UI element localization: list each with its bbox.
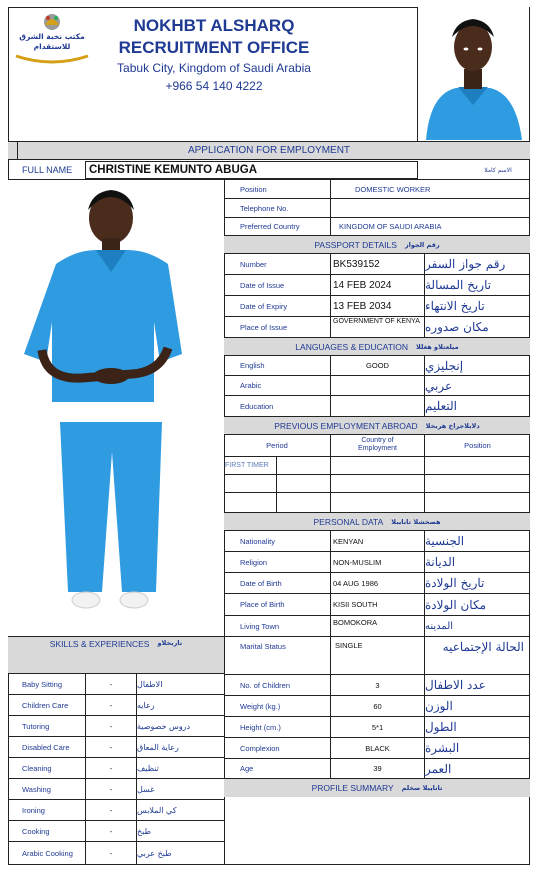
personal-arabic: مكان الولادة [425,597,487,612]
skill-label: Washing [22,784,51,794]
full-body-photo [8,180,224,636]
previous-columns-row [224,435,530,457]
passport-row [224,275,530,296]
previous-header-text: PREVIOUS EMPLOYMENT ABROAD [274,420,418,431]
personal-header-arabic: هصخشلا تانايبلا [391,517,441,526]
personal-label: Marital Status [240,641,286,651]
passport-label: Place of Issue [240,322,288,332]
physical-row [224,675,530,696]
language-label: Arabic [240,381,262,390]
passport-header-arabic: رقم الجواز [404,240,440,249]
skill-label: Disabled Care [22,742,70,752]
skill-arabic: تنظيف [137,763,159,773]
passport-arabic: مكان صدوره [425,320,489,334]
physical-label: Height (cm.) [240,722,281,732]
physical-label: Weight (kg.) [240,701,281,711]
company-block [94,12,334,95]
skill-row [8,716,224,737]
skill-label: Cleaning [22,763,52,773]
personal-row [224,552,530,573]
language-row [224,376,530,396]
prev-cell [276,457,277,474]
logo-text: مكتب نخبة الشرق للاستقدام [19,32,85,51]
portrait-photo-box [417,7,530,141]
physical-row [224,738,530,759]
personal-arabic: الجنسية [425,534,465,548]
logo [12,12,92,64]
skill-label: Children Care [22,700,69,710]
physical-arabic: الطول [425,720,457,734]
physical-row [224,717,530,738]
personal-row [224,637,530,675]
company-address: Tabuk City, Kingdom of Saudi Arabia [117,61,311,75]
skill-arabic: الاطفال [137,679,163,689]
company-name-line1: NOKHBT ALSHARQ [133,16,295,35]
passport-arabic: رقم جواز السفر [425,257,506,271]
prev-cell [330,457,425,474]
passport-row [224,254,530,275]
prev-cell [276,493,277,512]
previous-row [224,493,530,513]
band-left-divider [17,141,18,160]
personal-value: KENYAN [330,531,425,551]
job-row [224,199,530,218]
skill-arabic: رعاية المعاق [137,742,179,752]
language-label: Education [240,401,274,411]
skill-arabic: طبخ [137,826,151,836]
language-arabic: عربي [425,378,453,393]
full-name-arabic: الاسم كاملا [484,166,512,174]
physical-value: 5*1 [330,717,425,737]
previous-header-arabic: دلابلاجراخ هربخلا [425,421,480,430]
personal-value: KISII SOUTH [330,594,425,615]
personal-label: Nationality [240,536,276,546]
skill-value: - [85,800,137,820]
skill-row [8,758,224,779]
first-timer-text: FIRST TIMER [225,462,269,469]
skill-value: - [85,716,137,736]
skill-arabic: دروس خصوصية [137,721,191,731]
skill-arabic: كي الملابس [137,805,177,815]
skills-table [8,674,224,865]
physical-row [224,759,530,779]
skill-value: - [85,674,137,694]
skill-row [8,842,224,865]
personal-value: 04 AUG 1986 [330,573,425,593]
passport-label: Number [240,259,267,269]
job-value-cell: DOMESTIC WORKER [330,180,530,198]
language-value: GOOD [330,356,425,375]
passport-section-header [224,236,530,254]
language-row [224,396,530,417]
skill-value: - [85,779,137,799]
passport-value: GOVERNMENT OF KENYA [330,317,425,337]
skill-row [8,674,224,695]
physical-row [224,696,530,717]
job-label: Position [240,184,267,194]
profile-summary-header [224,779,530,797]
prev-cell [330,493,425,512]
passport-row [224,296,530,317]
passport-value: 14 FEB 2024 [330,275,425,295]
passport-row [224,317,530,338]
passport-value: BK539152 [330,254,425,274]
full-name-value: CHRISTINE KEMUNTO ABUGA [85,161,418,179]
col-position: Position [464,441,491,450]
skill-value: - [85,737,137,757]
skill-row [8,695,224,716]
skill-arabic: غسل [137,784,155,794]
skill-row [8,800,224,821]
language-row [224,356,530,376]
skill-row [8,737,224,758]
language-arabic: إنجليزي [425,358,464,373]
skill-value: - [85,821,137,841]
physical-value: 39 [330,759,425,778]
languages-header-arabic: ميلعتلاو هغللا [416,342,459,351]
language-arabic: التعليم [425,399,457,413]
details-table [224,180,530,865]
physical-arabic: العمر [425,761,452,776]
personal-row [224,573,530,594]
company-name-line2: RECRUITMENT OFFICE [118,38,310,57]
passport-arabic: تاريخ المسالة [425,278,492,292]
passport-label: Date of Expiry [240,301,288,311]
personal-value: SINGLE [330,637,425,674]
personal-row [224,616,530,637]
physical-arabic: البشرة [425,741,460,755]
skill-label: Cooking [22,826,50,836]
skill-arabic: طبخ عربي [137,848,172,858]
prev-cell [276,475,277,492]
physical-value: 60 [330,696,425,716]
profile-summary-text: PROFILE SUMMARY [311,783,394,793]
skills-section-header [8,636,224,674]
application-title-band [8,141,530,160]
col-period: Period [266,441,288,450]
job-row [224,218,530,236]
job-row [224,180,530,199]
personal-data-header [224,513,530,531]
personal-arabic: المدينه [425,620,454,632]
personal-arabic: تاريخ الولادة [425,576,485,590]
company-phone: +966 54 140 4222 [165,79,263,93]
col-country: Country of Employment [330,435,425,456]
skills-header-arabic: تاربخلاو [157,639,183,647]
skill-value: - [85,758,137,778]
job-label: Telephone No. [240,203,289,213]
job-value-cell: KINGDOM OF SAUDI ARABIA [330,218,530,235]
portrait-photo [418,7,529,140]
personal-label: Living Town [240,621,280,631]
physical-label: Complexion [240,743,280,753]
personal-row [224,531,530,552]
physical-arabic: عدد الاطفال [425,678,486,692]
application-title: APPLICATION FOR EMPLOYMENT [187,145,351,156]
passport-value: 13 FEB 2034 [330,296,425,316]
physical-label: Age [240,764,254,773]
previous-row [224,475,530,493]
full-body-photo-box [8,180,224,636]
language-value [330,396,425,416]
personal-label: Place of Birth [240,600,285,609]
skill-label: Ironing [22,805,45,815]
job-value-cell [330,199,530,217]
previous-row [224,457,530,475]
prev-cell [330,475,425,492]
personal-value: NON-MUSLIM [330,552,425,572]
languages-header-text: LANGUAGES & EDUCATION [295,341,409,352]
language-label: English [240,361,265,370]
physical-value: 3 [330,675,425,695]
skill-label: Tutoring [22,721,50,731]
personal-value: BOMOKORA [330,616,425,636]
job-label: Preferred Country [240,222,300,231]
skill-row [8,821,224,842]
skill-label: Baby Sitting [22,679,63,689]
skills-header-text: SKILLS & EXPERIENCES [49,639,150,649]
passport-header-text: PASSPORT DETAILS [314,239,397,250]
personal-arabic: الديانة [425,555,456,569]
skill-label: Arabic Cooking [22,848,73,858]
personal-row [224,594,530,616]
skill-value: - [85,842,137,864]
skill-arabic: رعايه [137,700,155,710]
skill-value: - [85,695,137,715]
languages-section-header [224,338,530,356]
skill-row [8,779,224,800]
physical-value: BLACK [330,738,425,758]
previous-employment-header [224,417,530,435]
passport-arabic: تاريخ الانتهاء [425,299,485,313]
passport-label: Date of Issue [240,280,285,290]
language-value [330,376,425,395]
profile-summary-arabic: تانايبلا صخلم [401,784,443,792]
personal-arabic: الحالة الإجتماعيه [442,640,524,654]
personal-label: Date of Birth [240,578,282,588]
personal-label: Religion [240,557,268,567]
physical-label: No. of Children [240,680,291,690]
physical-arabic: الوزن [425,699,453,713]
personal-header-text: PERSONAL DATA [313,516,384,527]
full-name-label: FULL NAME [22,165,73,175]
